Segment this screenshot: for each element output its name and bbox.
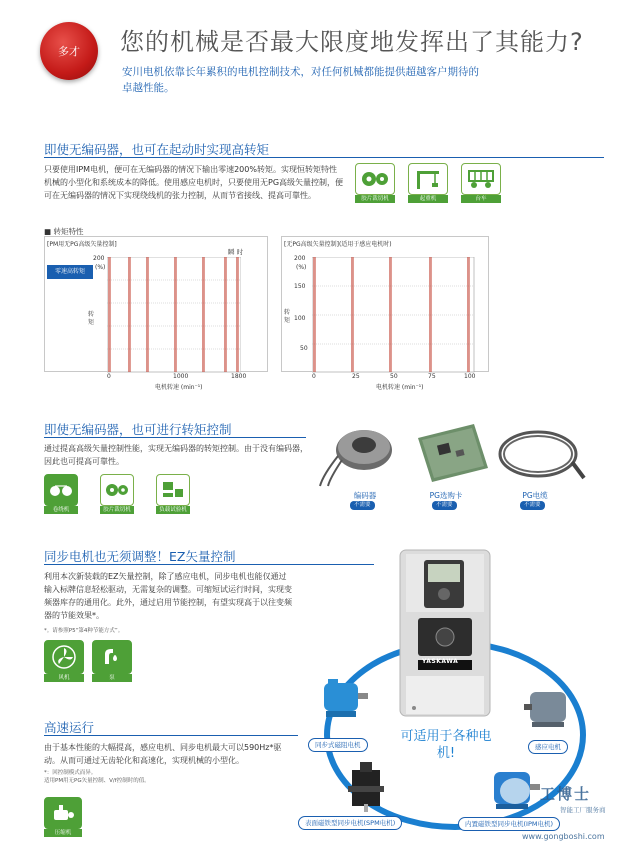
pg-cable-label: PG电缆 bbox=[522, 491, 548, 500]
film-cutter-icon bbox=[355, 163, 395, 195]
motor-label-spm: 表面磁铁型同步电机(SPM电机) bbox=[298, 816, 402, 830]
pg-card-tag: 不需要 bbox=[432, 501, 457, 510]
icon-label: 台车 bbox=[461, 195, 501, 203]
inverter-image bbox=[398, 548, 494, 720]
pg-cable-image bbox=[494, 426, 586, 486]
icon-label: 胶片裁切机 bbox=[355, 195, 395, 203]
motor-label-sync-reluctance: 同步式磁阻电机 bbox=[308, 738, 368, 752]
chart-right-ytick: 200 bbox=[294, 255, 306, 262]
header-badge: 多才 bbox=[40, 22, 98, 80]
load-tester-icon bbox=[156, 474, 190, 506]
section2-icon-winder bbox=[44, 474, 78, 514]
page-title: 您的机械是否最大限度地发挥出了其能力? bbox=[120, 28, 584, 56]
chart-right-ylabel: 转矩 bbox=[284, 309, 291, 324]
section3-icon-fan bbox=[44, 640, 84, 682]
motor-label-induction: 感应电机 bbox=[528, 740, 568, 754]
encoder-image bbox=[318, 420, 408, 488]
pump-icon bbox=[92, 640, 132, 674]
chart-right-xtick: 0 bbox=[312, 373, 316, 380]
chart-right-yunit: (%) bbox=[296, 264, 307, 271]
torque-chart-right bbox=[281, 236, 489, 391]
chart-right-xtick: 75 bbox=[428, 373, 436, 380]
section2-icon-cutter bbox=[100, 474, 134, 514]
watermark-robot-icon bbox=[500, 778, 530, 804]
icon-label: 胶片裁切机 bbox=[100, 506, 134, 514]
cart-icon bbox=[461, 163, 501, 195]
fan-icon bbox=[44, 640, 84, 674]
chart-right-ytick: 100 bbox=[294, 315, 306, 322]
chart-left-xlabel: 电机转速 (min⁻¹) bbox=[155, 384, 203, 391]
icon-label: 负载试验机 bbox=[156, 506, 190, 514]
section4-rule bbox=[44, 735, 298, 736]
section1-rule bbox=[44, 157, 604, 158]
chart-right-title: [无PG高级矢量控制](适用于感应电机时) bbox=[284, 241, 392, 248]
torque-heading: ■ 转矩特性 bbox=[44, 227, 84, 236]
motors-center-text: 可适用于各种电机! bbox=[400, 729, 492, 761]
section3-title: 同步电机也无须调整！EZ矢量控制 bbox=[44, 549, 236, 564]
encoder-label: 编码器 bbox=[353, 491, 377, 500]
winder-icon bbox=[44, 474, 78, 506]
spm-motor-image bbox=[342, 760, 392, 812]
zero-speed-callout: 零速高转矩 bbox=[47, 265, 93, 279]
section2-rule bbox=[44, 437, 306, 438]
chart-right-xlabel: 电机转速 (min⁻¹) bbox=[376, 384, 424, 391]
section3-rule bbox=[44, 564, 374, 565]
chart-left-ytick-top: 200 bbox=[93, 255, 105, 262]
chart-right-plot bbox=[312, 257, 476, 375]
icon-label: 压缩机 bbox=[44, 829, 82, 837]
chart-left-yunit: (%) bbox=[95, 264, 106, 271]
section2-icon-loadtester bbox=[156, 474, 190, 514]
motor-label-ipm: 内置磁铁型同步电机(IPM电机) bbox=[458, 817, 560, 831]
chart-left-title: [PM用无PG高级矢量控制] bbox=[47, 241, 117, 248]
section4-note2: 适用PM用无PG矢量控制、V/f控制时的值。 bbox=[44, 778, 150, 784]
icon-label: 起重机 bbox=[408, 195, 448, 203]
page-subtitle: 安川电机依靠长年累积的电机控制技术，对任何机械都能提供超越客户期待的卓越性能。 bbox=[122, 66, 479, 94]
section1-icon-cutter bbox=[355, 163, 395, 203]
watermark-tagline: 智能工厂服务商 bbox=[560, 806, 606, 814]
watermark-url: www.gongboshi.com bbox=[522, 832, 605, 841]
chart-right-xtick: 25 bbox=[352, 373, 360, 380]
section3-icon-pump bbox=[92, 640, 132, 682]
torque-chart-left bbox=[44, 236, 268, 391]
icon-label: 泵 bbox=[92, 674, 132, 682]
pg-card-label: PG选购卡 bbox=[429, 491, 463, 500]
crane-icon bbox=[408, 163, 448, 195]
chart-right-ytick: 50 bbox=[300, 345, 308, 352]
section4-body: 由于基本性能的大幅提高，感应电机、同步电机最大可以590Hz*驱动。从而可通过无齿轮化和高速化，实现机械的小型化。 bbox=[44, 743, 282, 765]
chart-left-plot bbox=[107, 257, 241, 375]
section4-icon-compressor bbox=[44, 797, 82, 837]
section1-title: 即使无编码器，也可在起动时实现高转矩 bbox=[44, 142, 270, 157]
pg-card-image bbox=[414, 420, 490, 486]
chart-left-xtick: 0 bbox=[107, 373, 111, 380]
chart-left-xtick: 1000 bbox=[173, 373, 189, 380]
section3-note: *。请参照P5“第4种节能方式”。 bbox=[44, 628, 124, 634]
section3-body: 利用本次新装载的EZ矢量控制，除了感应电机，同步电机也能仅通过输入标牌信息轻松驱动，无需复杂的调整。可缩短试运行时间，实现变频器库存的通用化。此外，通过启用节能控制，有望实现高于以往变频器的节能效果*。 bbox=[44, 572, 292, 620]
chart-right-xtick: 100 bbox=[464, 373, 476, 380]
inverter-brand: YASKAWA bbox=[422, 658, 459, 665]
chart-left-ylabel: 转矩 bbox=[88, 311, 95, 326]
icon-label: 风机 bbox=[44, 674, 84, 682]
watermark-logo: 工博士 bbox=[540, 785, 592, 803]
section1-icon-crane bbox=[408, 163, 448, 203]
icon-label: 卷绕机 bbox=[44, 506, 78, 514]
induction-motor-image bbox=[522, 686, 578, 730]
sync-reluctance-motor-image bbox=[318, 675, 370, 721]
encoder-tag: 不需要 bbox=[350, 501, 375, 510]
section1-body: 只要使用IPM电机，便可在无编码器的情况下输出零速200%转矩。实现恒转矩特性机械的小型化和系统成本的降低。使用感应电机时，只要使用无PG高级矢量控制，便可在无编码器的情况下实现绕线机的张力控制，从而节省接线、提高可靠性。 bbox=[44, 165, 344, 200]
section4-title: 高速运行 bbox=[44, 720, 95, 735]
chart-left-corner: 瞬 时 bbox=[228, 248, 244, 256]
film-cutter-icon bbox=[100, 474, 134, 506]
section2-title: 即使无编码器，也可进行转矩控制 bbox=[44, 422, 232, 437]
chart-right-ytick: 150 bbox=[294, 283, 306, 290]
section1-icon-cart bbox=[461, 163, 501, 203]
chart-left-xtick: 1800 bbox=[231, 373, 247, 380]
pg-cable-tag: 不需要 bbox=[520, 501, 545, 510]
chart-right-xtick: 50 bbox=[390, 373, 398, 380]
compressor-icon bbox=[44, 797, 82, 829]
section2-body: 通过提高高级矢量控制性能，实现无编码器的转矩控制。由于没有编码器，因此也可提高可靠性。 bbox=[44, 444, 308, 466]
section4-note1: *：回控制模式而异。 bbox=[44, 770, 97, 776]
